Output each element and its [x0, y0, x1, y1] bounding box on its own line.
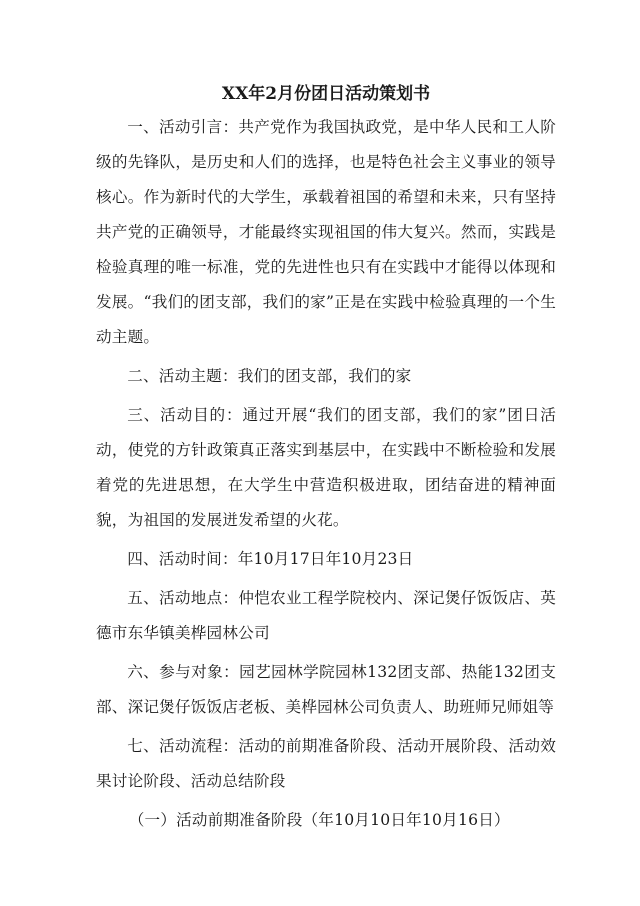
paragraph-time: 四、活动时间：年10月17日年10月23日 — [127, 550, 414, 568]
paragraph-purpose: 三、活动目的：通过开展“我们的团支部，我们的家”团日活动，使党的方针政策真正落实到基层中，在实践中不断检验和发展着党的先进思想，在大学生中营造积极进取，团结奋进的精神面貌，为祖国的发展迸发希望的火花。 — [96, 406, 556, 529]
paragraph-process: 七、活动流程：活动的前期准备阶段、活动开展阶段、活动效果讨论阶段、活动总结阶段 — [96, 737, 556, 790]
paragraph-location: 五、活动地点：仲恺农业工程学院校内、深记煲仔饭饭店、英德市东华镇美桦园林公司 — [96, 589, 556, 642]
paragraph-participants: 六、参与对象：园艺园林学院园林132团支部、热能132团支部、深记煲仔饭饭店老板、美桦园林公司负责人、助班师兄师姐等 — [96, 663, 556, 716]
paragraph-stage-one: （一）活动前期准备阶段（年10月10日年10月16日） — [128, 811, 510, 829]
paragraph-introduction: 一、活动引言：共产党作为我国执政党，是中华人民和工人阶级的先锋队，是历史和人们的选择，也是特色社会主义事业的领导核心。作为新时代的大学生，承载着祖国的希望和未来，只有坚持共产党的正确领导，才能最终实现祖国的伟大复兴。然而，实践是检验真理的唯一标准，党的先进性也只有在实践中才能得以体现和发展。“我们的团支部，我们的家”正是在实践中检验真理的一个生动主题。 — [96, 118, 556, 346]
paragraph-theme: 二、活动主题：我们的团支部，我们的家 — [127, 367, 412, 385]
document-title: XX年2月份团日活动策划书 — [221, 84, 431, 104]
